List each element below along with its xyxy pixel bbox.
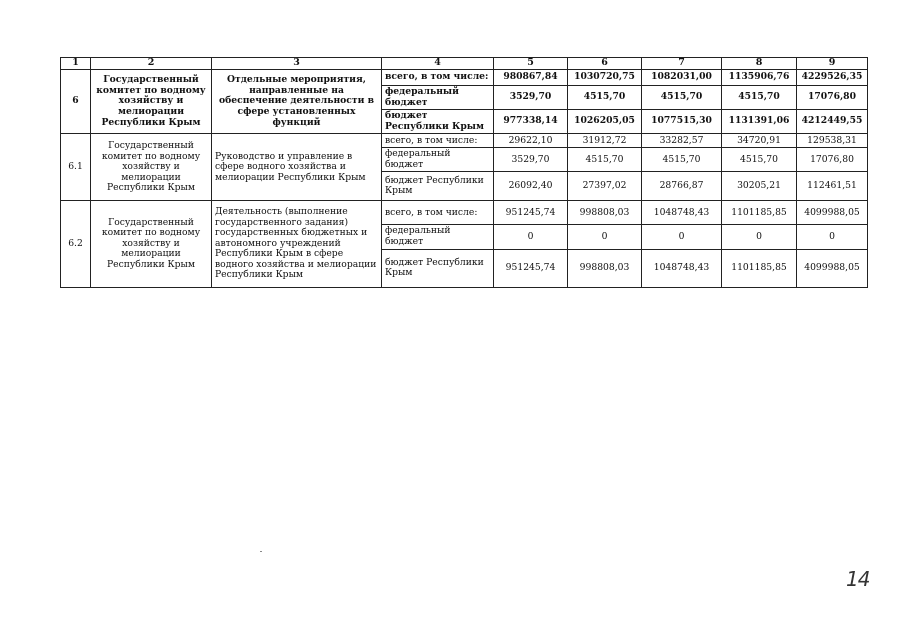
header-cell: 1	[61, 58, 91, 70]
value-cell: 1082031,00	[642, 70, 722, 86]
value-cell: 4515,70	[722, 148, 797, 172]
value-cell: 30205,21	[722, 172, 797, 201]
funding-type: федеральный бюджет	[382, 148, 494, 172]
value-cell: 112461,51	[797, 172, 868, 201]
value-cell: 31912,72	[568, 134, 642, 148]
value-cell: 0	[494, 225, 568, 249]
value-cell: 4099988,05	[797, 249, 868, 287]
value-cell: 27397,02	[568, 172, 642, 201]
funding-type: федеральный бюджет	[382, 86, 494, 110]
value-cell: 29622,10	[494, 134, 568, 148]
table-row	[61, 201, 868, 225]
value-cell: 4229526,35	[797, 70, 868, 86]
funding-type: всего, в том числе:	[382, 134, 494, 148]
section-number: 6	[61, 70, 91, 134]
value-cell: 1101185,85	[722, 249, 797, 287]
value-cell: 4099988,05	[797, 201, 868, 225]
header-cell: 2	[91, 58, 212, 70]
executor-cell: Государственный комитет по водному хозяйству и мелиорации Республики Крым	[91, 70, 212, 134]
value-cell: 977338,14	[494, 110, 568, 134]
header-cell: 5	[494, 58, 568, 70]
section-number: 6.1	[61, 134, 91, 201]
value-cell: 1026205,05	[568, 110, 642, 134]
page-number: 14	[846, 567, 870, 591]
value-cell: 951245,74	[494, 201, 568, 225]
activity-cell: Деятельность (выполнение государственного задания) государственных бюджетных и автономного учреждений Республики Крым в сфере водного хозяйства и мелиорации Республики Крым	[212, 201, 382, 287]
value-cell: 1048748,43	[642, 249, 722, 287]
funding-type: бюджет Республики Крым	[382, 172, 494, 201]
scan-speck	[260, 551, 262, 552]
funding-type: бюджет Республики Крым	[382, 249, 494, 287]
table-row	[61, 70, 868, 86]
header-cell: 7	[642, 58, 722, 70]
header-cell: 8	[722, 58, 797, 70]
header-cell: 6	[568, 58, 642, 70]
executor-cell: Государственный комитет по водному хозяйству и мелиорации Республики Крым	[91, 134, 212, 201]
value-cell: 0	[642, 225, 722, 249]
value-cell: 1030720,75	[568, 70, 642, 86]
funding-type: всего, в том числе:	[382, 70, 494, 86]
value-cell: 34720,91	[722, 134, 797, 148]
value-cell: 3529,70	[494, 86, 568, 110]
value-cell: 998808,03	[568, 249, 642, 287]
value-cell: 951245,74	[494, 249, 568, 287]
header-cell: 4	[382, 58, 494, 70]
value-cell: 4515,70	[568, 86, 642, 110]
value-cell: 3529,70	[494, 148, 568, 172]
funding-type: всего, в том числе:	[382, 201, 494, 225]
value-cell: 28766,87	[642, 172, 722, 201]
value-cell: 1048748,43	[642, 201, 722, 225]
value-cell: 4212449,55	[797, 110, 868, 134]
funding-type: федеральный бюджет	[382, 225, 494, 249]
value-cell: 4515,70	[568, 148, 642, 172]
value-cell: 17076,80	[797, 148, 868, 172]
budget-table	[60, 57, 868, 288]
value-cell: 998808,03	[568, 201, 642, 225]
table-header-row	[61, 58, 868, 70]
value-cell: 0	[797, 225, 868, 249]
header-cell: 3	[212, 58, 382, 70]
value-cell: 4515,70	[642, 148, 722, 172]
value-cell: 1131391,06	[722, 110, 797, 134]
value-cell: 4515,70	[722, 86, 797, 110]
value-cell: 0	[568, 225, 642, 249]
header-cell: 9	[797, 58, 868, 70]
activity-cell: Руководство и управление в сфере водного хозяйства и мелиорации Республики Крым	[212, 134, 382, 201]
value-cell: 26092,40	[494, 172, 568, 201]
value-cell: 1101185,85	[722, 201, 797, 225]
value-cell: 1077515,30	[642, 110, 722, 134]
value-cell: 129538,31	[797, 134, 868, 148]
executor-cell: Государственный комитет по водному хозяйству и мелиорации Республики Крым	[91, 201, 212, 287]
value-cell: 4515,70	[642, 86, 722, 110]
funding-type: бюджет Республики Крым	[382, 110, 494, 134]
table-row	[61, 134, 868, 148]
activity-cell: Отдельные мероприятия, направленные на обеспечение деятельности в сфере установленных функций	[212, 70, 382, 134]
value-cell: 33282,57	[642, 134, 722, 148]
value-cell: 0	[722, 225, 797, 249]
section-number: 6.2	[61, 201, 91, 287]
value-cell: 1135906,76	[722, 70, 797, 86]
value-cell: 17076,80	[797, 86, 868, 110]
value-cell: 980867,84	[494, 70, 568, 86]
